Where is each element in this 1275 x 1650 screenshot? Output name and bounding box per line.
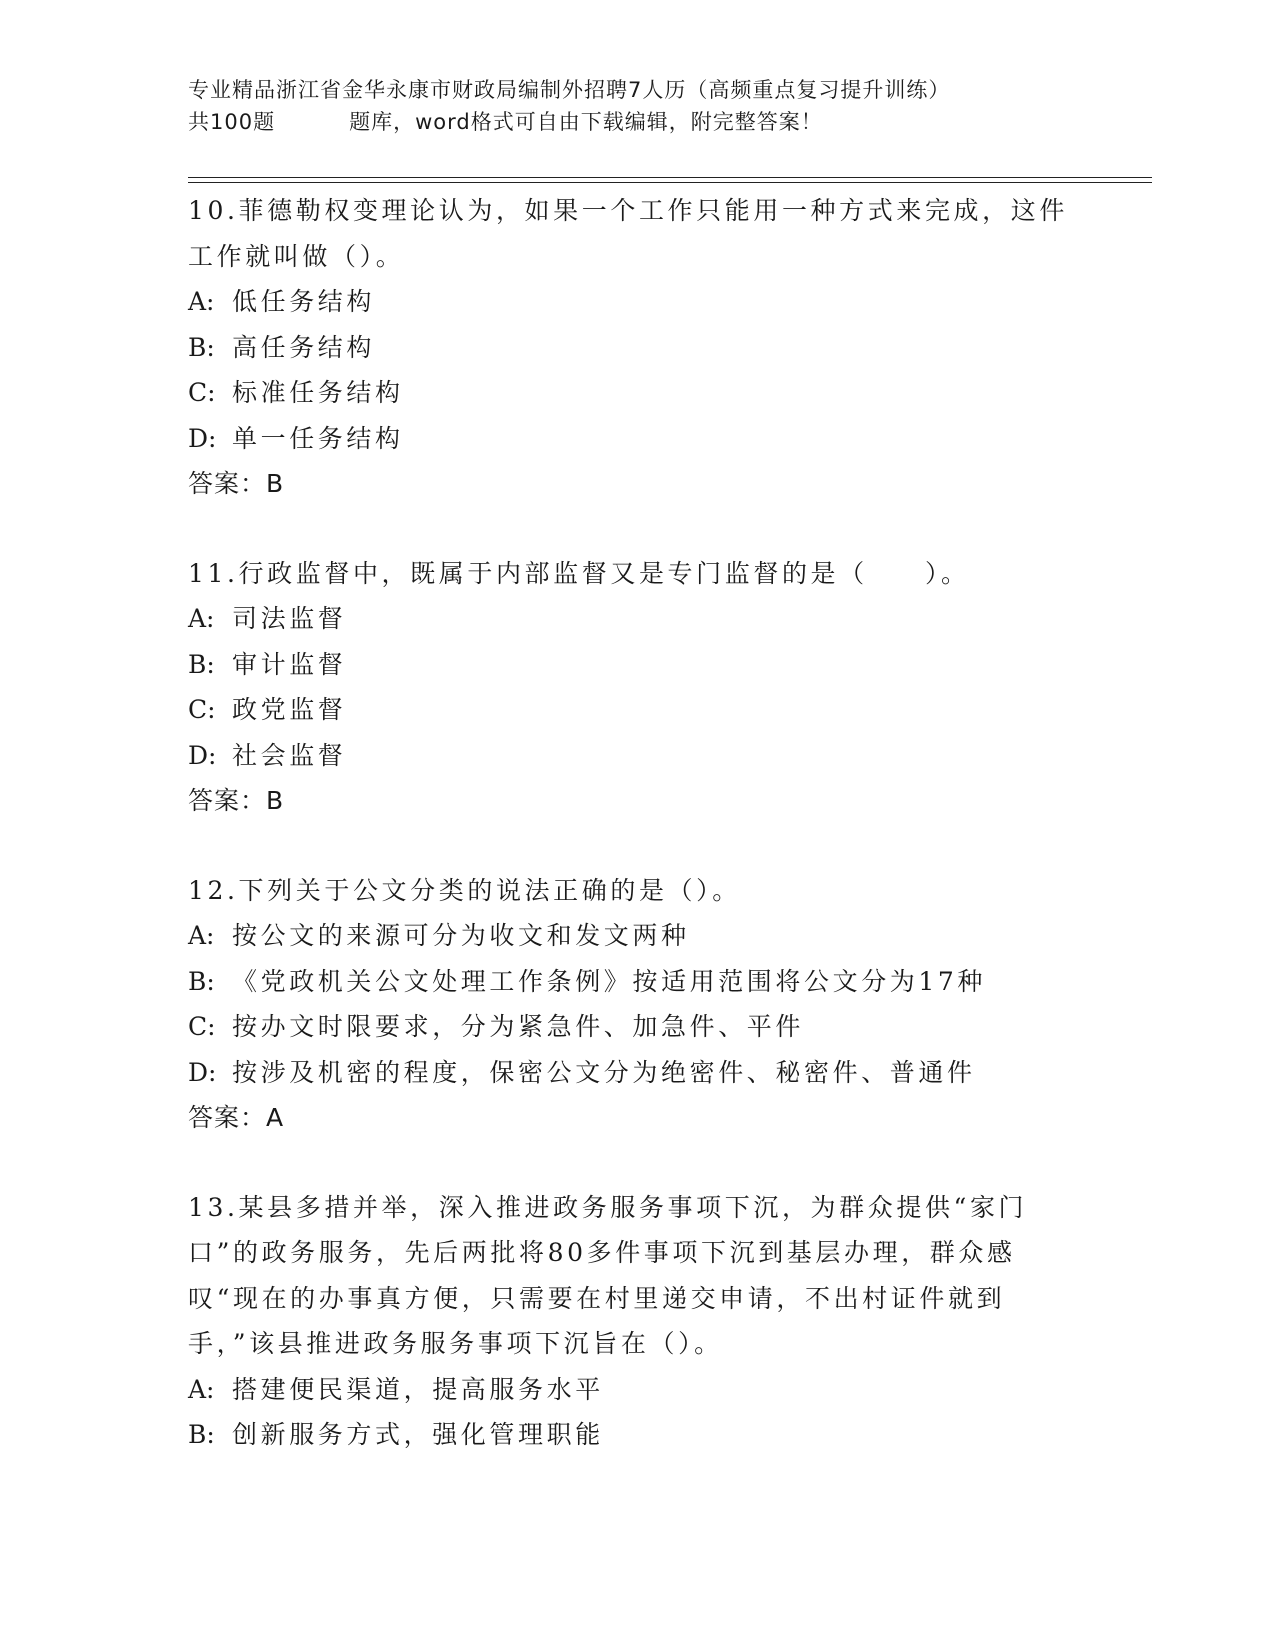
- option-text: 《党政机关公文处理工作条例》按适用范围将公文分为17种: [232, 966, 987, 996]
- option-text: 按涉及机密的程度，保密公文分为绝密件、秘密件、普通件: [232, 1057, 976, 1087]
- option-b: [188, 959, 1088, 1005]
- option-key: C:: [188, 695, 216, 724]
- option-text: 搭建便民渠道，提高服务水平: [232, 1374, 604, 1404]
- option-text: 社会监督: [232, 740, 347, 770]
- page-header: [188, 74, 1148, 138]
- option-c: [188, 687, 1088, 733]
- option-key: A:: [188, 604, 215, 633]
- header-subtitle: [188, 106, 1148, 138]
- header-count: 共100题: [188, 110, 276, 134]
- option-b: [188, 325, 1088, 371]
- option-key: D:: [188, 423, 217, 453]
- option-key: D:: [188, 740, 217, 770]
- answer-line: 答案：B: [188, 786, 285, 815]
- question-stem: 13.某县多措并举，深入推进政务服务事项下沉，为群众提供“家门口”的政务服务，先后两批将80多件事项下沉到基层办理，群众感叹“现在的办事真方便，只需要在村里递交申请，不出村证件就到手，”该县推进政务服务事项下沉旨在（）。: [188, 1192, 1028, 1358]
- option-d: [188, 416, 1088, 462]
- option-text: 低任务结构: [232, 287, 376, 316]
- option-text: 司法监督: [232, 604, 347, 633]
- question-10: [188, 188, 1088, 507]
- option-key: D:: [188, 1057, 217, 1087]
- header-divider-bottom: [188, 182, 1152, 183]
- option-a: [188, 913, 1088, 959]
- answer-line: 答案：B: [188, 469, 285, 498]
- option-text: 高任务结构: [232, 332, 376, 362]
- option-d: [188, 1050, 1088, 1096]
- option-b: [188, 642, 1088, 688]
- question-11: [188, 551, 1088, 824]
- header-title: 专业精品浙江省金华永康市财政局编制外招聘7人历（高频重点复习提升训练）: [188, 78, 951, 102]
- option-text: 单一任务结构: [232, 423, 404, 453]
- question-12: [188, 868, 1088, 1141]
- option-key: B:: [188, 1420, 215, 1449]
- header-divider-top: [188, 177, 1152, 178]
- question-list: [188, 188, 1088, 1502]
- option-text: 标准任务结构: [232, 378, 404, 407]
- question-13: [188, 1185, 1088, 1458]
- question-stem: 11.行政监督中，既属于内部监督又是专门监督的是（ ）。: [188, 558, 970, 588]
- option-b: [188, 1412, 1088, 1458]
- option-key: A:: [188, 1374, 215, 1404]
- option-text: 按办文时限要求，分为紧急件、加急件、平件: [232, 1012, 805, 1041]
- option-c: [188, 370, 1088, 416]
- option-key: A:: [188, 921, 215, 950]
- option-text: 审计监督: [232, 649, 347, 679]
- option-text: 按公文的来源可分为收文和发文两种: [232, 921, 690, 950]
- header-description: 题库，word格式可自由下载编辑，附完整答案！: [349, 110, 823, 134]
- option-key: A:: [188, 287, 215, 316]
- option-d: [188, 733, 1088, 779]
- option-c: [188, 1004, 1088, 1050]
- option-key: B:: [188, 966, 215, 996]
- option-a: [188, 596, 1088, 642]
- option-key: C:: [188, 378, 216, 407]
- option-text: 创新服务方式，强化管理职能: [232, 1420, 604, 1449]
- option-a: [188, 1367, 1088, 1413]
- question-stem: 12.下列关于公文分类的说法正确的是（）。: [188, 875, 741, 905]
- option-a: [188, 279, 1088, 325]
- option-key: B:: [188, 332, 215, 362]
- answer-line: 答案：A: [188, 1103, 285, 1132]
- option-key: C:: [188, 1012, 216, 1041]
- question-stem: 10.菲德勒权变理论认为，如果一个工作只能用一种方式来完成，这件工作就叫做（）。: [188, 196, 1068, 271]
- option-key: B:: [188, 649, 215, 679]
- option-text: 政党监督: [232, 695, 347, 724]
